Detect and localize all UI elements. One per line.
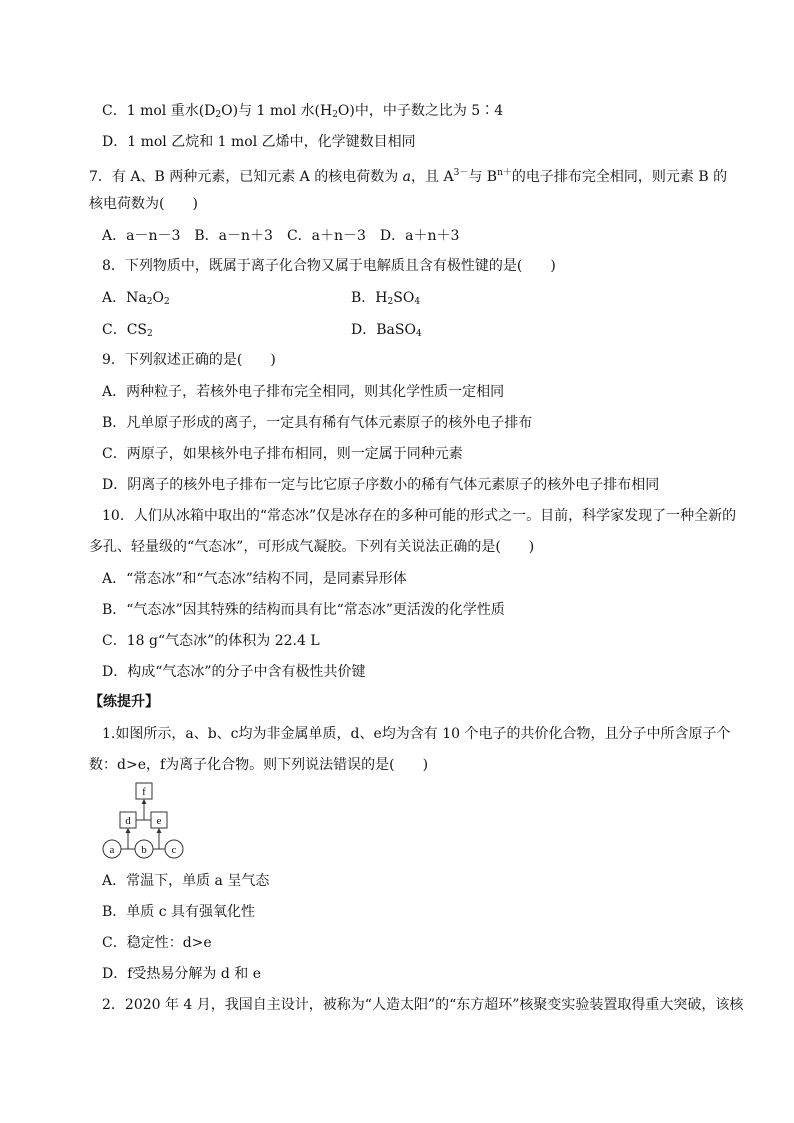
q8-option-a: A．$Na_2O_2$ bbox=[102, 290, 170, 307]
q10-option-c: C．18 g“气态冰”的体积为 22.4 L bbox=[102, 633, 320, 649]
p1-stem-line1: 1.如图所示，a、b、c均为非金属单质，d、e均为含有 10 个电子的共价化合物，且分子中所含原子个 bbox=[102, 726, 731, 742]
label-c: c bbox=[171, 844, 177, 856]
p1-option-b: B．单质 c 具有强氧化性 bbox=[102, 904, 256, 920]
q9-stem: 9．下列叙述正确的是( ) bbox=[102, 352, 276, 368]
p1-option-c: C．稳定性：d>e bbox=[102, 935, 212, 951]
label-e: e bbox=[156, 815, 162, 827]
q6-option-c: C．1 mol 重水$(D_2O)$与 1 mol 水$(H_2O)$中，中子数之比为 5∶4 bbox=[102, 103, 504, 120]
p2-stem-line1: 2．2020 年 4 月，我国自主设计，被称为“人造太阳”的“东方超环”核聚变实验装置取得重大突破，该核 bbox=[102, 997, 744, 1013]
q7-stem-line2: 核电荷数为( ) bbox=[89, 196, 198, 212]
q10-option-d: D．构成“气态冰”的分子中含有极性共价键 bbox=[102, 664, 366, 680]
p1-stem-line2: 数：d>e，f为离子化合物。则下列说法错误的是( ) bbox=[89, 757, 429, 773]
q10-stem-line2: 多孔、轻量级的“气态冰”，可形成气凝胶。下列有关说法正确的是( ) bbox=[89, 539, 535, 555]
q10-option-a: A．“常态冰”和“气态冰”结构不同，是同素异形体 bbox=[102, 571, 407, 587]
q6-option-d: D．1 mol 乙烷和 1 mol 乙烯中，化学键数目相同 bbox=[102, 134, 416, 150]
q9-option-b: B．凡单原子形成的离子，一定具有稀有气体元素原子的核外电子排布 bbox=[102, 415, 533, 431]
q7-options: A．a－n－3 B．a－n＋3 C．a＋n－3 D．a＋n＋3 bbox=[102, 228, 460, 244]
q10-stem-line1: 10．人们从冰箱中取出的“常态冰”仅是冰存在的多种可能的形式之一。目前，科学家发现了一种全新的 bbox=[102, 508, 737, 524]
q9-option-d: D．阴离子的核外电子排布一定与比它原子序数小的稀有气体元素原子的核外电子排布相同 bbox=[102, 477, 660, 493]
q8-stem: 8．下列物质中，既属于离子化合物又属于电解质且含有极性键的是( ) bbox=[102, 258, 556, 274]
q9-option-c: C．两原子，如果核外电子排布相同，则一定属于同种元素 bbox=[102, 446, 463, 462]
label-a: a bbox=[109, 844, 115, 856]
q7-stem-line1: 7．有 A、B 两种元素，已知元素 A 的核电荷数为 a，且 $A^{3-}$与 $B^{n+}$的电子排布完全相同，则元素 B 的 bbox=[89, 168, 728, 185]
label-f: f bbox=[142, 786, 146, 798]
section-title: 【练提升】 bbox=[89, 694, 159, 710]
q8-option-c: C．$CS_2$ bbox=[102, 322, 153, 339]
p1-option-a: A．常温下，单质 a 呈气态 bbox=[102, 873, 270, 889]
p1-option-d: D．f受热易分解为 d 和 e bbox=[102, 966, 262, 982]
q8-option-b: B．$H_2SO_4$ bbox=[351, 290, 421, 307]
q9-option-a: A．两种粒子，若核外电子排布完全相同，则其化学性质一定相同 bbox=[102, 384, 505, 400]
label-b: b bbox=[141, 844, 147, 856]
reaction-diagram bbox=[96, 779, 192, 863]
q10-option-b: B．“气态冰”因其特殊的结构而具有比“常态冰”更活泼的化学性质 bbox=[102, 602, 505, 618]
q8-option-d: D．BaSO$_4$ bbox=[351, 322, 422, 339]
label-d: d bbox=[125, 815, 131, 827]
